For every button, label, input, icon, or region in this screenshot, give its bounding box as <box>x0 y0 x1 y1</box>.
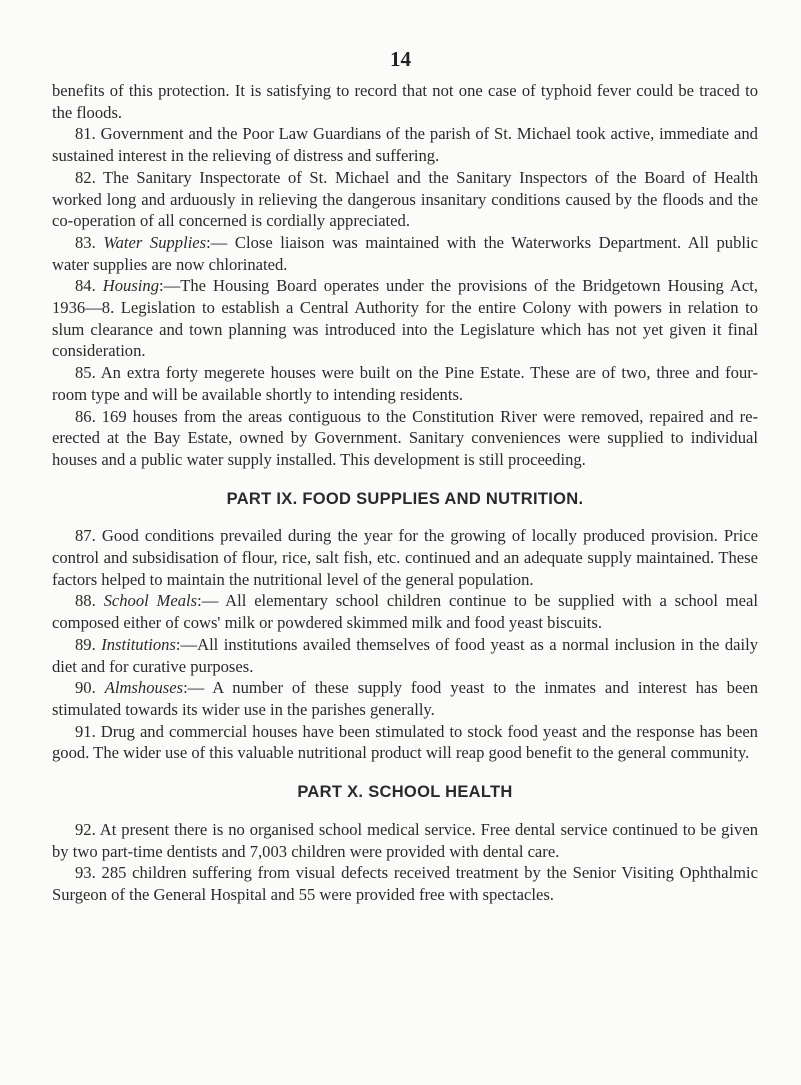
paragraph-number: 85. <box>75 363 96 383</box>
paragraph-title: School Meals <box>103 591 198 611</box>
paragraph-text: :— All elementary school children continue to be supplied with a school meal composed either of cows' milk or powdered skimmed milk and food yeast biscuits. <box>52 591 758 633</box>
paragraph-title: Housing <box>102 276 159 296</box>
document-body <box>52 80 758 906</box>
paragraph-number: 92. <box>75 819 96 839</box>
paragraph-number: 83. <box>75 232 96 252</box>
paragraph-86 <box>52 406 758 471</box>
paragraph-text: 285 children suffering from visual defects received treatment by the Senior Visiting Ophthalmic Surgeon of the General Hospital and 55 were provided free with spectacles. <box>52 863 758 904</box>
paragraph-number: 93. <box>75 863 96 883</box>
paragraph-82 <box>52 167 758 232</box>
paragraph-text: The Sanitary Inspectorate of St. Michael and the Sanitary Inspectors of the Board of Health worked long and arduously in relieving the dangerous insanitary conditions caused by the floods and the co-operation of all concerned is cordially appreciated. <box>52 167 758 231</box>
paragraph-90 <box>52 677 758 720</box>
paragraph-85 <box>52 362 758 405</box>
paragraph-92 <box>52 819 758 862</box>
page-number: 14 <box>390 47 411 71</box>
paragraph-text: Good conditions prevailed during the year for the growing of locally produced provision. Price control and subsidisation of flour, rice, salt fish, etc. continued and an adequate supply maintained. These factors helped to maintain the nutritional level of the general population. <box>52 526 759 589</box>
paragraph-93 <box>52 862 758 905</box>
paragraph-title: Institutions <box>101 634 176 654</box>
paragraph-number: 82. <box>75 167 96 187</box>
paragraph-title: Water Supplies <box>103 232 207 252</box>
paragraph-text: 169 houses from the areas contiguous to the Constitution River were removed, repaired and re-erected at the Bay Estate, owned by Government. Sanitary conveniences were supplied to individual houses and a public water supply installed. This development is still proceeding. <box>52 406 758 469</box>
paragraph-text: :—The Housing Board operates under the provisions of the Bridgetown Housing Act, 1936—8. Legislation to establish a Central Authority for the entire Colony with powers in relation to slum clearance and town planning was introduced into the Legislature which has not yet given it final consideration. <box>52 276 758 361</box>
paragraph-91 <box>52 721 758 764</box>
paragraph-83 <box>52 232 758 275</box>
section-heading-part-ix: PART IX. FOOD SUPPLIES AND NUTRITION. <box>226 489 584 508</box>
paragraph-text: :— Close liaison was maintained with the Waterworks Department. All public water supplies are now chlorinated. <box>52 232 758 274</box>
paragraph-text: An extra forty megerete houses were built on the Pine Estate. These are of two, three and four-room type and will be available shortly to intending residents. <box>52 363 758 404</box>
paragraph-number: 81. <box>75 124 96 144</box>
paragraph-number: 86. <box>75 406 96 426</box>
paragraph-text: Drug and commercial houses have been stimulated to stock food yeast and the response has been good. The wider use of this valuable nutritional product will reap good benefit to the general community. <box>52 721 758 763</box>
paragraph-number: 90. <box>75 678 96 698</box>
paragraph-continuation <box>52 80 758 123</box>
paragraph-text: At present there is no organised school medical service. Free dental service continued to be given by two part-time dentists and 7,003 children were provided with dental care. <box>52 819 759 861</box>
paragraph-number: 88. <box>75 591 96 611</box>
paragraph-number: 87. <box>75 526 96 546</box>
paragraph-87 <box>52 525 758 590</box>
paragraph-text: :—All institutions availed themselves of food yeast as a normal inclusion in the daily diet and for curative purposes. <box>52 634 758 676</box>
paragraph-number: 89. <box>75 634 96 654</box>
paragraph-84 <box>52 275 758 362</box>
paragraph-number: 84. <box>75 276 96 296</box>
paragraph-text: :— A number of these supply food yeast to the inmates and interest has been stimulated towards its wider use in the parishes generally. <box>52 678 759 719</box>
paragraph-89 <box>52 634 758 677</box>
paragraph-88 <box>52 590 758 633</box>
paragraph-text: benefits of this protection. It is satisfying to record that not one case of typhoid fever could be traced to the floods. <box>52 81 758 122</box>
paragraph-title: Almshouses <box>104 678 184 698</box>
section-heading-part-x: PART X. SCHOOL HEALTH <box>297 783 513 802</box>
paragraph-number: 91. <box>75 721 96 741</box>
paragraph-text: Government and the Poor Law Guardians of the parish of St. Michael took active, immediate and sustained interest in the relieving of distress and suffering. <box>52 124 758 166</box>
paragraph-81 <box>52 123 758 166</box>
